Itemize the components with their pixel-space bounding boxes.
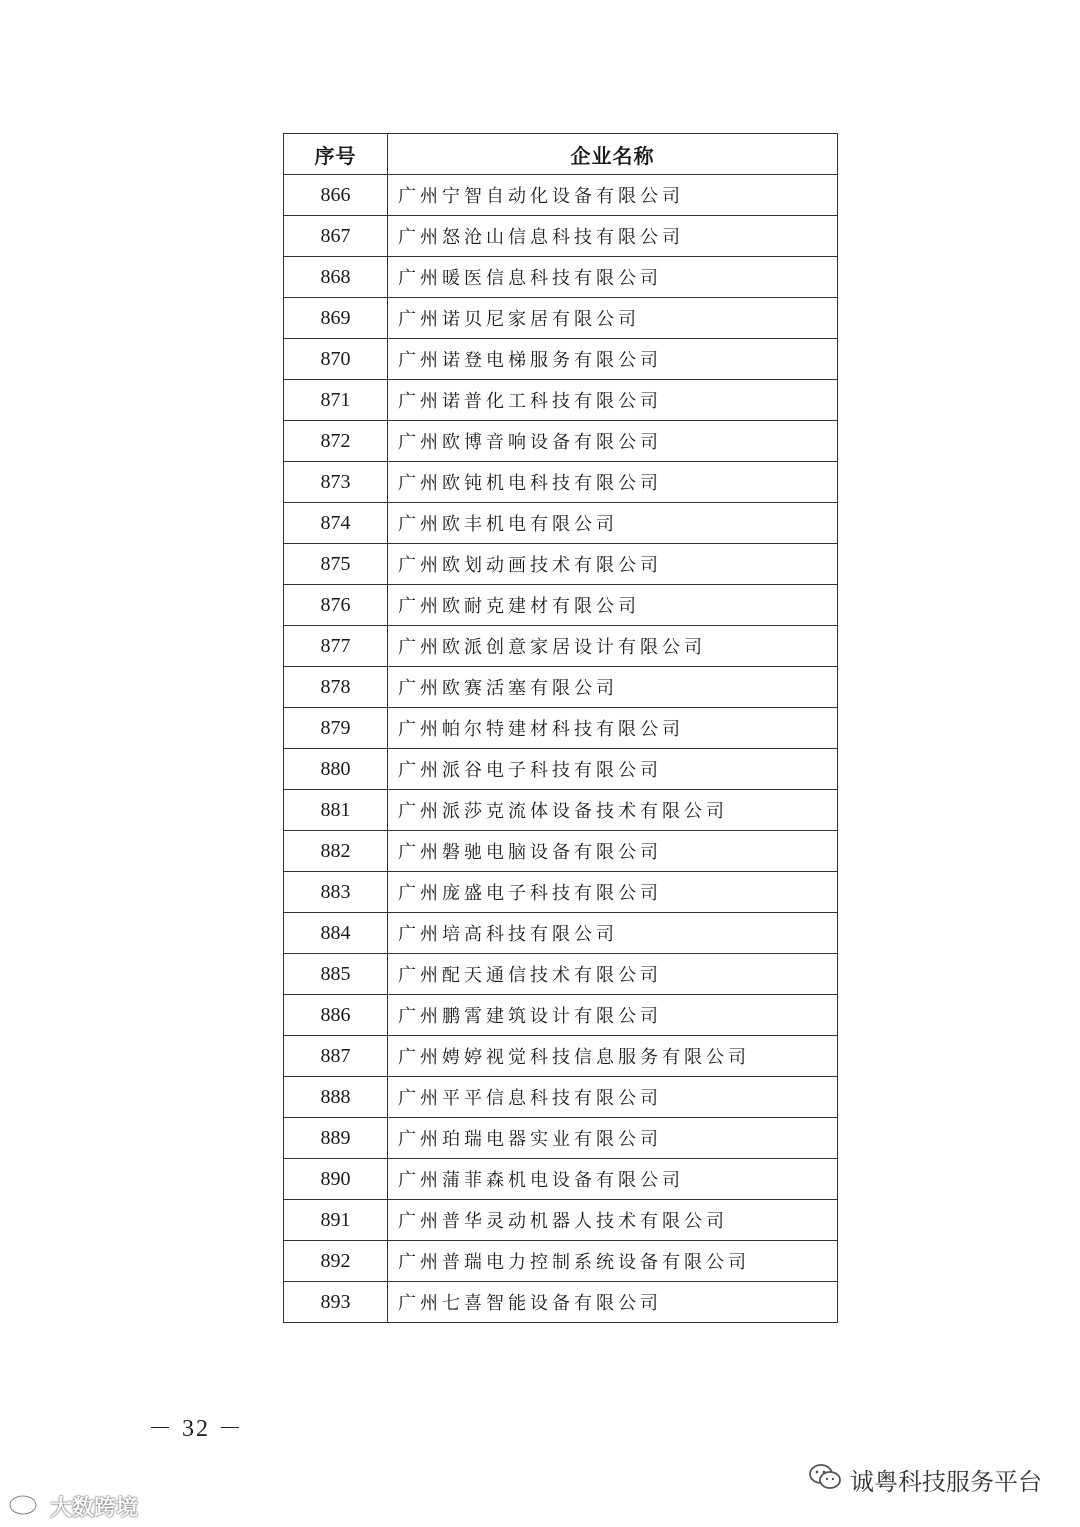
serial-number-cell: 892 xyxy=(284,1241,388,1282)
table-row xyxy=(284,175,838,216)
table-row xyxy=(284,954,838,995)
enterprise-name-cell: 广州欧赛活塞有限公司 xyxy=(388,667,838,708)
watermark-brand xyxy=(8,1490,138,1522)
table-row xyxy=(284,749,838,790)
table-row xyxy=(284,421,838,462)
table-row xyxy=(284,462,838,503)
serial-number-cell: 866 xyxy=(284,175,388,216)
table-body xyxy=(284,175,838,1323)
watermark-platform-text: 诚粤科技服务平台 xyxy=(850,1468,1042,1496)
serial-number-cell: 867 xyxy=(284,216,388,257)
weibo-icon xyxy=(8,1490,44,1522)
table-row xyxy=(284,1282,838,1323)
serial-number-cell: 874 xyxy=(284,503,388,544)
enterprise-name-cell: 广州鹏霄建筑设计有限公司 xyxy=(388,995,838,1036)
enterprise-name-cell: 广州诺普化工科技有限公司 xyxy=(388,380,838,421)
table-row xyxy=(284,585,838,626)
serial-number-cell: 887 xyxy=(284,1036,388,1077)
enterprise-name-cell: 广州配天通信技术有限公司 xyxy=(388,954,838,995)
table-row xyxy=(284,1159,838,1200)
table-row xyxy=(284,667,838,708)
enterprise-name-cell: 广州欧耐克建材有限公司 xyxy=(388,585,838,626)
serial-number-cell: 882 xyxy=(284,831,388,872)
enterprise-name-cell: 广州庞盛电子科技有限公司 xyxy=(388,872,838,913)
enterprise-name-cell: 广州诺贝尼家居有限公司 xyxy=(388,298,838,339)
enterprise-name-cell: 广州蒲菲森机电设备有限公司 xyxy=(388,1159,838,1200)
table-row xyxy=(284,1118,838,1159)
enterprise-name-cell: 广州欧博音响设备有限公司 xyxy=(388,421,838,462)
table-row xyxy=(284,790,838,831)
serial-number-cell: 881 xyxy=(284,790,388,831)
serial-number-cell: 888 xyxy=(284,1077,388,1118)
serial-number-cell: 878 xyxy=(284,667,388,708)
enterprise-name-cell: 广州欧丰机电有限公司 xyxy=(388,503,838,544)
header-serial-number: 序号 xyxy=(284,134,388,175)
watermark-platform xyxy=(808,1462,1042,1497)
serial-number-cell: 884 xyxy=(284,913,388,954)
serial-number-cell: 890 xyxy=(284,1159,388,1200)
watermark-brand-text: 大数跨境 xyxy=(50,1495,139,1521)
page-number: － 32 － xyxy=(148,1416,244,1442)
table-row xyxy=(284,503,838,544)
table-row xyxy=(284,339,838,380)
header-enterprise-name: 企业名称 xyxy=(388,134,838,175)
serial-number-cell: 883 xyxy=(284,872,388,913)
serial-number-cell: 873 xyxy=(284,462,388,503)
enterprise-name-cell: 广州宁智自动化设备有限公司 xyxy=(388,175,838,216)
enterprise-name-cell: 广州暖医信息科技有限公司 xyxy=(388,257,838,298)
table-row xyxy=(284,831,838,872)
serial-number-cell: 891 xyxy=(284,1200,388,1241)
enterprise-name-cell: 广州普华灵动机器人技术有限公司 xyxy=(388,1200,838,1241)
serial-number-cell: 889 xyxy=(284,1118,388,1159)
table-row xyxy=(284,216,838,257)
enterprise-table xyxy=(283,133,838,1323)
table-row xyxy=(284,995,838,1036)
table-row xyxy=(284,708,838,749)
table-row xyxy=(284,544,838,585)
serial-number-cell: 876 xyxy=(284,585,388,626)
enterprise-name-cell: 广州怒沧山信息科技有限公司 xyxy=(388,216,838,257)
enterprise-name-cell: 广州普瑞电力控制系统设备有限公司 xyxy=(388,1241,838,1282)
table-row xyxy=(284,1241,838,1282)
serial-number-cell: 879 xyxy=(284,708,388,749)
serial-number-cell: 880 xyxy=(284,749,388,790)
serial-number-cell: 869 xyxy=(284,298,388,339)
table-row xyxy=(284,1077,838,1118)
enterprise-name-cell: 广州派莎克流体设备技术有限公司 xyxy=(388,790,838,831)
serial-number-cell: 868 xyxy=(284,257,388,298)
table-row xyxy=(284,626,838,667)
enterprise-name-cell: 广州培高科技有限公司 xyxy=(388,913,838,954)
enterprise-name-cell: 广州平平信息科技有限公司 xyxy=(388,1077,838,1118)
table-row xyxy=(284,872,838,913)
serial-number-cell: 871 xyxy=(284,380,388,421)
enterprise-name-cell: 广州派谷电子科技有限公司 xyxy=(388,749,838,790)
serial-number-cell: 872 xyxy=(284,421,388,462)
enterprise-name-cell: 广州七喜智能设备有限公司 xyxy=(388,1282,838,1323)
serial-number-cell: 893 xyxy=(284,1282,388,1323)
table-row xyxy=(284,1200,838,1241)
table-row xyxy=(284,913,838,954)
serial-number-cell: 886 xyxy=(284,995,388,1036)
table-row xyxy=(284,1036,838,1077)
serial-number-cell: 875 xyxy=(284,544,388,585)
serial-number-cell: 885 xyxy=(284,954,388,995)
enterprise-name-cell: 广州欧划动画技术有限公司 xyxy=(388,544,838,585)
table-row xyxy=(284,380,838,421)
serial-number-cell: 877 xyxy=(284,626,388,667)
table-header-row xyxy=(284,134,838,175)
enterprise-name-cell: 广州珀瑞电器实业有限公司 xyxy=(388,1118,838,1159)
enterprise-name-cell: 广州娉婷视觉科技信息服务有限公司 xyxy=(388,1036,838,1077)
enterprise-name-cell: 广州磐驰电脑设备有限公司 xyxy=(388,831,838,872)
serial-number-cell: 870 xyxy=(284,339,388,380)
wechat-icon xyxy=(808,1463,842,1497)
table-row xyxy=(284,257,838,298)
enterprise-name-cell: 广州诺登电梯服务有限公司 xyxy=(388,339,838,380)
table-row xyxy=(284,298,838,339)
enterprise-name-cell: 广州帕尔特建材科技有限公司 xyxy=(388,708,838,749)
enterprise-name-cell: 广州欧钝机电科技有限公司 xyxy=(388,462,838,503)
enterprise-name-cell: 广州欧派创意家居设计有限公司 xyxy=(388,626,838,667)
